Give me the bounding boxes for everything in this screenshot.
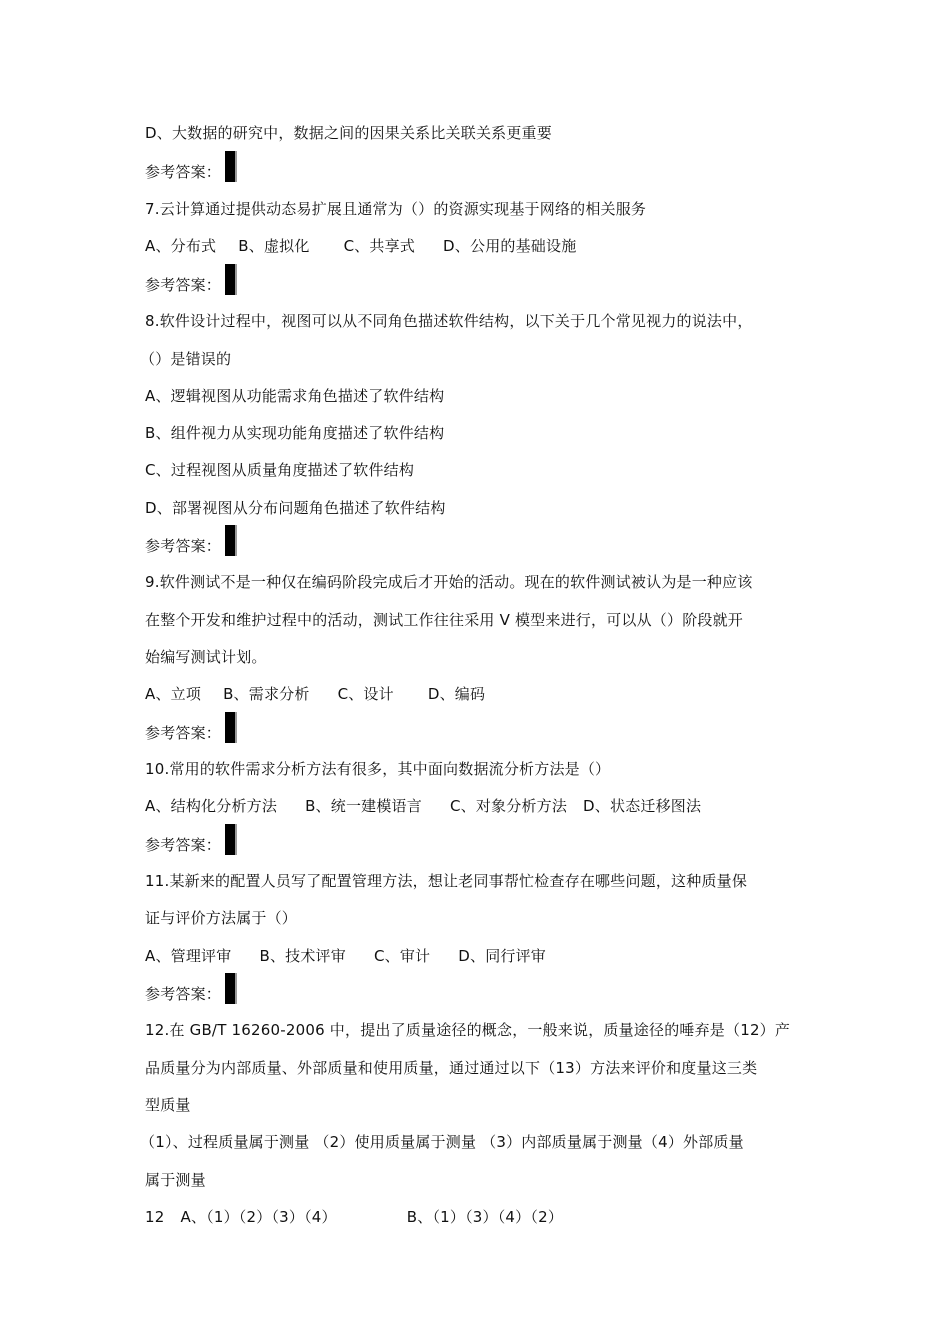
q9-answer bbox=[145, 722, 237, 743]
redacted-answer-bar bbox=[225, 824, 237, 855]
q7-option-c: C、共享式 bbox=[343, 237, 416, 255]
q7-answer bbox=[145, 274, 237, 295]
answer-label: 参考答案： bbox=[145, 275, 222, 294]
answer-label: 参考答案： bbox=[145, 984, 222, 1003]
q12-options bbox=[145, 1207, 563, 1227]
q11-option-b: B、技术评审 bbox=[259, 947, 346, 965]
q11-answer bbox=[145, 983, 237, 1004]
q11-option-d: D、同行评审 bbox=[458, 947, 547, 965]
q7-question: 7.云计算通过提供动态易扩展且通常为（）的资源实现基于网络的相关服务 bbox=[145, 200, 647, 218]
q8-answer bbox=[145, 535, 237, 556]
q9-option-d: D、编码 bbox=[427, 685, 486, 703]
redacted-answer-bar bbox=[225, 973, 237, 1004]
q9-question-line3: 始编写测试计划。 bbox=[145, 648, 267, 666]
q8-question-line2: （）是错误的 bbox=[140, 350, 232, 368]
q12-sub-number: 12 bbox=[145, 1208, 165, 1226]
q7-option-d: D、公用的基础设施 bbox=[443, 237, 577, 255]
q10-question: 10.常用的软件需求分析方法有很多，其中面向数据流分析方法是（） bbox=[145, 760, 611, 778]
q11-options bbox=[145, 946, 546, 966]
q10-options bbox=[145, 796, 701, 816]
answer-label: 参考答案： bbox=[145, 536, 222, 555]
redacted-answer-bar bbox=[225, 264, 237, 295]
q9-option-a: A、立项 bbox=[145, 685, 202, 703]
q10-option-d: D、状态迁移图法 bbox=[583, 797, 702, 815]
q11-question-line1: 11.某新来的配置人员写了配置管理方法，想让老同事帮忙检查存在哪些问题，这种质量保 bbox=[145, 872, 748, 890]
q12-statement-line2: 属于测量 bbox=[145, 1171, 206, 1189]
q11-option-a: A、管理评审 bbox=[145, 947, 232, 965]
q7-option-b: B、虚拟化 bbox=[238, 237, 310, 255]
q9-option-c: C、设计 bbox=[337, 685, 394, 703]
q8-option-a: A、逻辑视图从功能需求角色描述了软件结构 bbox=[145, 387, 445, 405]
q10-answer bbox=[145, 834, 237, 855]
q11-question-line2: 证与评价方法属于（） bbox=[145, 909, 298, 927]
q6-answer bbox=[145, 161, 237, 182]
q12-question-line3: 型质量 bbox=[145, 1096, 191, 1114]
q10-option-b: B、统一建模语言 bbox=[305, 797, 422, 815]
q9-question-line2: 在整个开发和维护过程中的活动，测试工作往往采用 V 模型来进行，可以从（）阶段就开 bbox=[145, 611, 744, 629]
q12-question-line2: 品质量分为内部质量、外部质量和使用质量，通过通过以下（13）方法来评价和度量这三类 bbox=[145, 1059, 758, 1077]
q8-option-b: B、组件视力从实现功能角度描述了软件结构 bbox=[145, 424, 445, 442]
q11-option-c: C、审计 bbox=[373, 947, 431, 965]
q9-options bbox=[145, 684, 485, 704]
q10-option-a: A、结构化分析方法 bbox=[145, 797, 278, 815]
q12-statement-line1: （1）、过程质量属于测量 （2）使用质量属于测量 （3）内部质量属于测量（4）外部质量 bbox=[140, 1133, 744, 1151]
q8-option-d: D、部署视图从分布问题角色描述了软件结构 bbox=[145, 499, 446, 517]
q10-option-c: C、对象分析方法 bbox=[449, 797, 568, 815]
q12-question-line1: 12.在 GB/T 16260-2006 中，提出了质量途径的概念，一般来说，质量途径的唾弃是（12）产 bbox=[145, 1021, 791, 1039]
q9-option-b: B、需求分析 bbox=[223, 685, 310, 703]
q8-question-line1: 8.软件设计过程中，视图可以从不同角色描述软件结构，以下关于几个常见视力的说法中， bbox=[145, 312, 753, 330]
q9-question-line1: 9.软件测试不是一种仅在编码阶段完成后才开始的活动。现在的软件测试被认为是一种应该 bbox=[145, 573, 753, 591]
q12-option-b: B、（1）（3）（4）（2） bbox=[406, 1208, 564, 1226]
q12-option-a: A、（1）（2）（3）（4） bbox=[180, 1208, 337, 1226]
redacted-answer-bar bbox=[225, 151, 237, 182]
q8-option-c: C、过程视图从质量角度描述了软件结构 bbox=[145, 461, 415, 479]
redacted-answer-bar bbox=[225, 712, 237, 743]
q6-option-d: D、大数据的研究中，数据之间的因果关系比关联关系更重要 bbox=[145, 124, 552, 142]
redacted-answer-bar bbox=[225, 525, 237, 556]
answer-label: 参考答案： bbox=[145, 162, 222, 181]
q7-options bbox=[145, 236, 576, 256]
q7-option-a: A、分布式 bbox=[145, 237, 217, 255]
answer-label: 参考答案： bbox=[145, 723, 222, 742]
answer-label: 参考答案： bbox=[145, 835, 222, 854]
